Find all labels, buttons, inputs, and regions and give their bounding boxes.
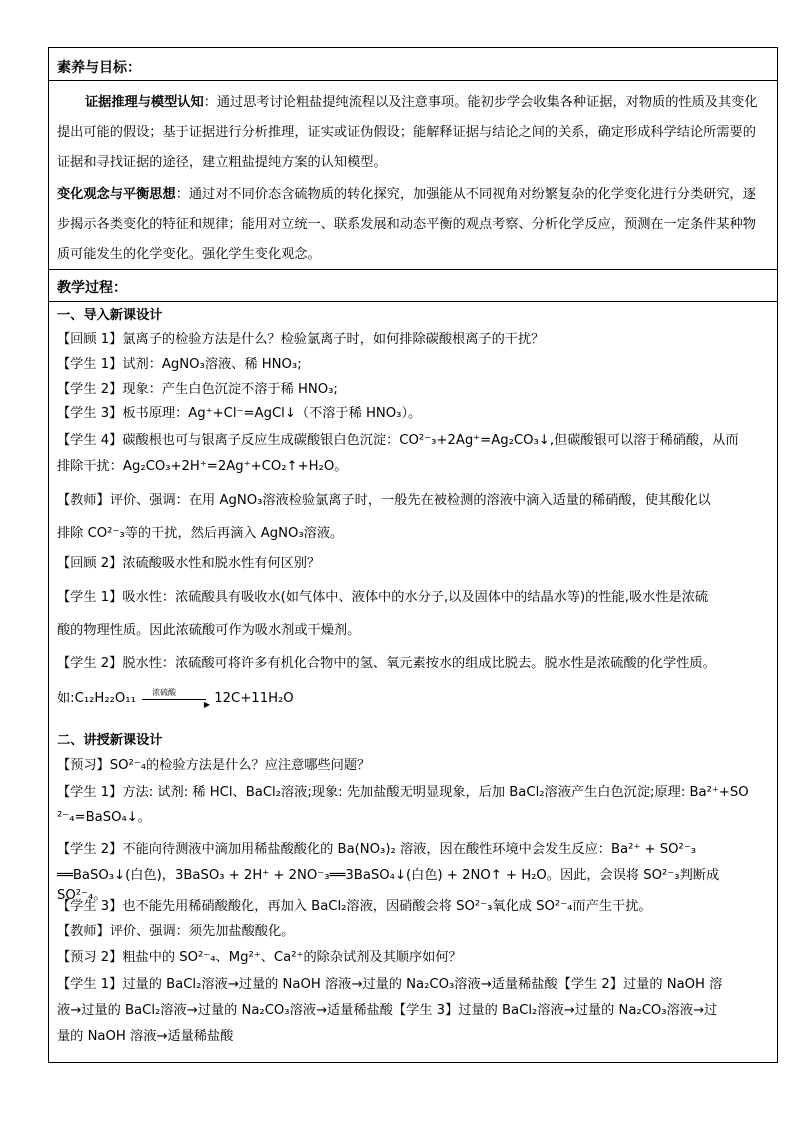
equation-right: 12C+11H₂O (214, 691, 294, 706)
goal-text-2: ：通过对不同价态含硫物质的转化探究，加强能从不同视角对纷繁复杂的化学变化进行分类研究，逐步揭示各类变化的特征和规律；能用对立统一、联系发展和动态平衡的观点考察、分析化学反应，预测在一定条件某种物质可能发生的化学变化。强化学生变化观念。 (57, 187, 756, 262)
preview2-line2: 液→过量的 BaCl₂溶液→过量的 Na₂CO₃溶液→适量稀盐酸【学生 3】过量的 BaCl₂溶液→过量的 Na₂CO₃溶液→过 (57, 1003, 718, 1018)
teacher-1-line2: 排除 CO²⁻₃等的干扰，然后再滴入 AgNO₃溶液。 (57, 526, 344, 541)
student-2: 【学生 2】现象：产生白色沉淀不溶于稀 HNO₃; (57, 382, 338, 397)
preview1-student-2-line2: ══BaSO₃↓(白色)，3BaSO₃ + 2H⁺ + 2NO⁻₃══3BaSO₄↓(白色) + 2NO↑ + H₂O。因此，会误将 SO²⁻₃判断成 SO²⁻₄。 (57, 868, 720, 903)
lesson-table (48, 47, 778, 1063)
student-3: 【学生 3】板书原理：Ag⁺+Cl⁻=AgCl↓（不溶于稀 HNO₃）。 (57, 406, 422, 421)
student-1: 【学生 1】试剂：AgNO₃溶液、稀 HNO₃; (57, 357, 302, 372)
preview2-line1: 【学生 1】过量的 BaCl₂溶液→过量的 NaOH 溶液→过量的 Na₂CO₃溶液→适量稀盐酸【学生 2】过量的 NaOH 溶 (57, 977, 723, 992)
review-2: 【回顾 2】浓硫酸吸水性和脱水性有何区别？ (57, 556, 321, 571)
review2-student-1-line2: 酸的物理性质。因此浓硫酸可作为吸水剂或干燥剂。 (57, 623, 361, 638)
goal-paragraph-2 (57, 180, 769, 270)
teacher-2: 【教师】评价、强调：须先加盐酸酸化。 (57, 924, 295, 939)
preview1-student-2-line1: 【学生 2】不能向待测液中滴加用稀盐酸酸化的 Ba(NO₃)₂ 溶液，因在酸性环境中会发生反应：Ba²⁺ + SO²⁻₃ (57, 842, 697, 857)
goal-label-1: 证据推理与模型认知 (85, 95, 204, 110)
goals-heading: 素养与目标： (57, 60, 141, 76)
teacher-1-line1: 【教师】评价、强调：在用 AgNO₃溶液检验氯离子时，一般先在被检测的溶液中滴入适量的稀硝酸，使其酸化以 (57, 493, 711, 508)
review-1: 【回顾 1】氯离子的检验方法是什么？检验氯离子时，如何排除碳酸根离子的干扰？ (57, 332, 545, 347)
reaction-arrow-icon: 浓硫酸 ▶ (140, 692, 210, 704)
preview-2: 【预习 2】粗盐中的 SO²⁻₄、Mg²⁺、Ca²⁺的除杂试剂及其顺序如何？ (57, 950, 462, 965)
preview2-line3: 量的 NaOH 溶液→适量稀盐酸 (57, 1029, 234, 1044)
goal-label-2: 变化观念与平衡思想 (57, 187, 176, 202)
row-divider (49, 269, 777, 270)
preview1-student-3: 【学生 3】也不能先用稀硝酸酸化，再加入 BaCl₂溶液，因硝酸会将 SO²⁻₃氧化成 SO²⁻₄而产生干扰。 (57, 899, 652, 914)
equation-left: 如:C₁₂H₂₂O₁₁ (57, 691, 136, 706)
review2-student-2: 【学生 2】脱水性：浓硫酸可将许多有机化合物中的氢、氧元素按水的组成比脱去。脱水性是浓硫酸的化学性质。 (57, 656, 716, 671)
student-4-line1: 【学生 4】碳酸根也可与银离子反应生成碳酸银白色沉淀：CO²⁻₃+2Ag⁺=Ag₂CO₃↓,但碳酸银可以溶于稀硝酸，从而 (57, 433, 739, 448)
review2-student-1-line1: 【学生 1】吸水性：浓硫酸具有吸收水(如气体中、液体中的水分子,以及固体中的结晶水等)的性能,吸水性是浓硫 (57, 590, 709, 605)
dehydration-equation (57, 689, 769, 709)
student-4-line2: 排除干扰：Ag₂CO₃+2H⁺=2Ag⁺+CO₂↑+H₂O。 (57, 459, 348, 474)
arrow-condition: 浓硫酸 (152, 688, 177, 697)
process-heading: 教学过程： (57, 280, 127, 296)
goal-paragraph-1 (57, 88, 769, 178)
part2-title: 二、讲授新课设计 (57, 733, 163, 748)
row-divider (49, 301, 777, 302)
goal-text-1: ：通过思考讨论粗盐提纯流程以及注意事项。能初步学会收集各种证据，对物质的性质及其变化提出可能的假设；基于证据进行分析推理，证实或证伪假设；能解释证据与结论之间的关系，确定形成科学结论所需要的证据和寻找证据的途径，建立粗盐提纯方案的认知模型。 (57, 95, 758, 170)
preview1-student-1-line1: 【学生 1】方法: 试剂: 稀 HCl、BaCl₂溶液;现象: 先加盐酸无明显现象，后加 BaCl₂溶液产生白色沉淀;原理: Ba²⁺+SO (57, 785, 749, 800)
part1-title: 一、导入新课设计 (57, 308, 163, 323)
preview-1: 【预习】SO²⁻₄的检验方法是什么？应注意哪些问题？ (57, 758, 371, 773)
row-divider (49, 80, 777, 81)
preview1-student-1-line2: ²⁻₄=BaSO₄↓。 (57, 810, 151, 825)
